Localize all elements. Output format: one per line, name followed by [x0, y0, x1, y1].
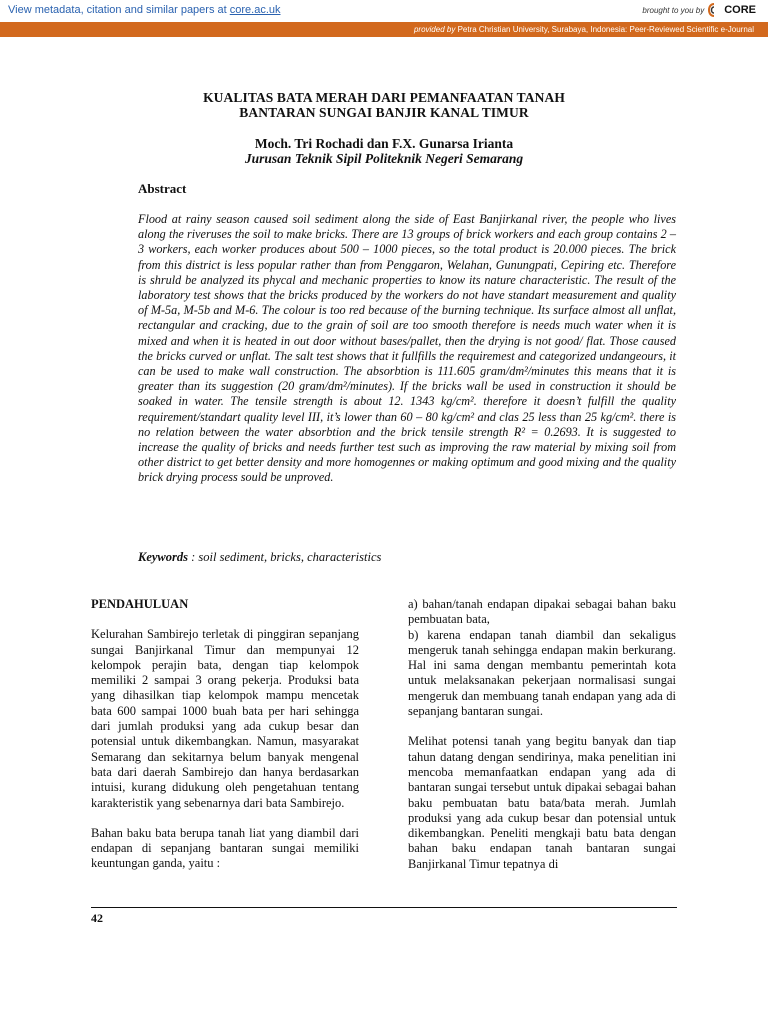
paragraph: Kelurahan Sambirejo terletak di pinggiran sepanjang sungai Banjirkanal Timur dan mempunyai 12 kelompok perajin bata, dengan tiap kelompok memiliki 2 sampai 3 orang pekerja. Produksi bata yang dihasilkan tiap kelompok mampu mencetak bata 600 sampai 1000 buah bata per hari sehingga dari jumlah produksi yang ada cukup besar dan potensial untuk dikembangkan. Namun, masyarakat Semarang dan sekitarnya belum banyak mengenal bata dari daerah Sambirejo dan hanya berdasarkan intuisi, kurang didukung oleh pengetahuan tentang karakteristik yang sebenarnya dari bata Sambirejo.: [91, 627, 359, 810]
core-meta-prefix: View metadata, citation and similar papers at: [8, 4, 230, 16]
list-item-b: b) karena endapan tanah diambil dan sekaligus mengeruk tanah sehingga endapan makin berkurang. Hal ini sama dengan membantu pemerintah kota untuk melaksanakan pekerjaan normalisasi sungai mengeruk dan membuang tanah endapan yang ada di sepanjang bantaran sungai.: [408, 627, 676, 719]
keywords-label: Keywords: [138, 550, 188, 564]
title-line-2: BANTARAN SUNGAI BANJIR KANAL TIMUR: [239, 105, 529, 120]
paragraph: Bahan baku bata berupa tanah liat yang diambil dari endapan di sepanjang bantaran sungai memiliki keuntungan ganda, yaitu :: [91, 825, 359, 871]
list-item-a: a) bahan/tanah endapan dipakai sebagai bahan baku pembuatan bata,: [408, 597, 676, 627]
provided-by-source[interactable]: Petra Christian University, Surabaya, Indonesia: Peer-Reviewed Scientific e-Journal: [457, 25, 754, 34]
core-link[interactable]: core.ac.uk: [229, 4, 281, 16]
core-brought-by[interactable]: [642, 3, 756, 17]
paper-title: [100, 90, 668, 120]
section-heading-pendahuluan: PENDAHULUAN: [91, 597, 189, 611]
core-metadata-text: [8, 4, 281, 16]
core-logo-icon: [708, 3, 720, 17]
keywords-text: : soil sediment, bricks, characteristics: [188, 550, 382, 564]
core-logo-text: CORE: [724, 4, 756, 16]
paper-authors: Moch. Tri Rochadi dan F.X. Gunarsa Irianta: [254, 136, 514, 151]
paragraph: Melihat potensi tanah yang begitu banyak dan tiap tahun datang dengan sendirinya, maka penelitian ini mencoba memanfaatkan endapan yang ada di bantaran sungai tersebut untuk dipakai sebagai bahan baku pembuatan batu bata/bata merah. Jumlah produksi yang ada cukup besar dan potensial untuk dikembangkan. Peneliti mengkaji batu bata dengan bahan baku endapan tanah bantaran sungai Banjirkanal Timur tepatnya di: [408, 734, 676, 871]
abstract-heading: Abstract: [138, 181, 187, 196]
keywords: [138, 550, 676, 565]
core-banner: [0, 0, 768, 23]
left-column: [91, 597, 359, 887]
title-line-1: KUALITAS BATA MERAH DARI PEMANFAATAN TANAH: [203, 90, 565, 105]
provided-by-prefix: provided by: [413, 25, 456, 34]
abstract-text: Flood at rainy season caused soil sediment along the side of East Banjirkanal river, the people who lives along the riveruses the soil to make bricks. There are 13 groups of brick workers and each group contains 2 – 3 workers, each worker produces about 500 – 1000 pieces, so the total product is 20.000 pieces. The brick from this district is less popular rather than from Penggaron, Welahan, Gunungpati, Cepiring etc. Therefore is shruld be analyzed its phycal and mechanic properties to know its nature characteristic. The result of the laboratory test shows that the bricks produced by the workers do not have standart measurement and quality of M-5a, M-5b and M-6. The colour is too red because of the burning technique. Its surface almost all unflat, rectangular and cracking, due to the grain of soil are too smooth therefore is needs much water when it is mixed and when it is heated in out door without bases/pallet, then the drying is not good/ flat. Those caused the bricks curved or unflat. The salt test shows that it fullfills the requiremest and categorized undangeours, it can be used to make wall construction. The absorbtion is 111.605 gram/dm²/minutes this means that it is greater than its suggestion (20 gram/dm²/minutes). If the bricks wall be used in construction it should be soaked in water. The tensile strength is about 12. 1343 kg/cm². therefore it doesn’t fulfill the quality requirement/standart quality level III, it’s lower than 60 – 80 kg/cm² and clas 25 less than 25 kg/cm². there is no relation between the water absorbtion and the brick tensile strength R² = 0.2693. It is suggested to increase the quality of bricks and needs further test such as improving the raw material by mixing soil from other district to get better density and more homogennes or making optimum and good mixing and the quality brick drying process sould be unproved.: [138, 212, 676, 485]
page-number: 42: [91, 911, 103, 925]
footer-divider: [91, 907, 677, 908]
right-column: [408, 597, 676, 887]
paper-affiliation: Jurusan Teknik Sipil Politeknik Negeri Semarang: [244, 151, 524, 166]
provided-by-bar: [0, 22, 768, 37]
brought-by-text: brought to you by: [642, 5, 705, 15]
